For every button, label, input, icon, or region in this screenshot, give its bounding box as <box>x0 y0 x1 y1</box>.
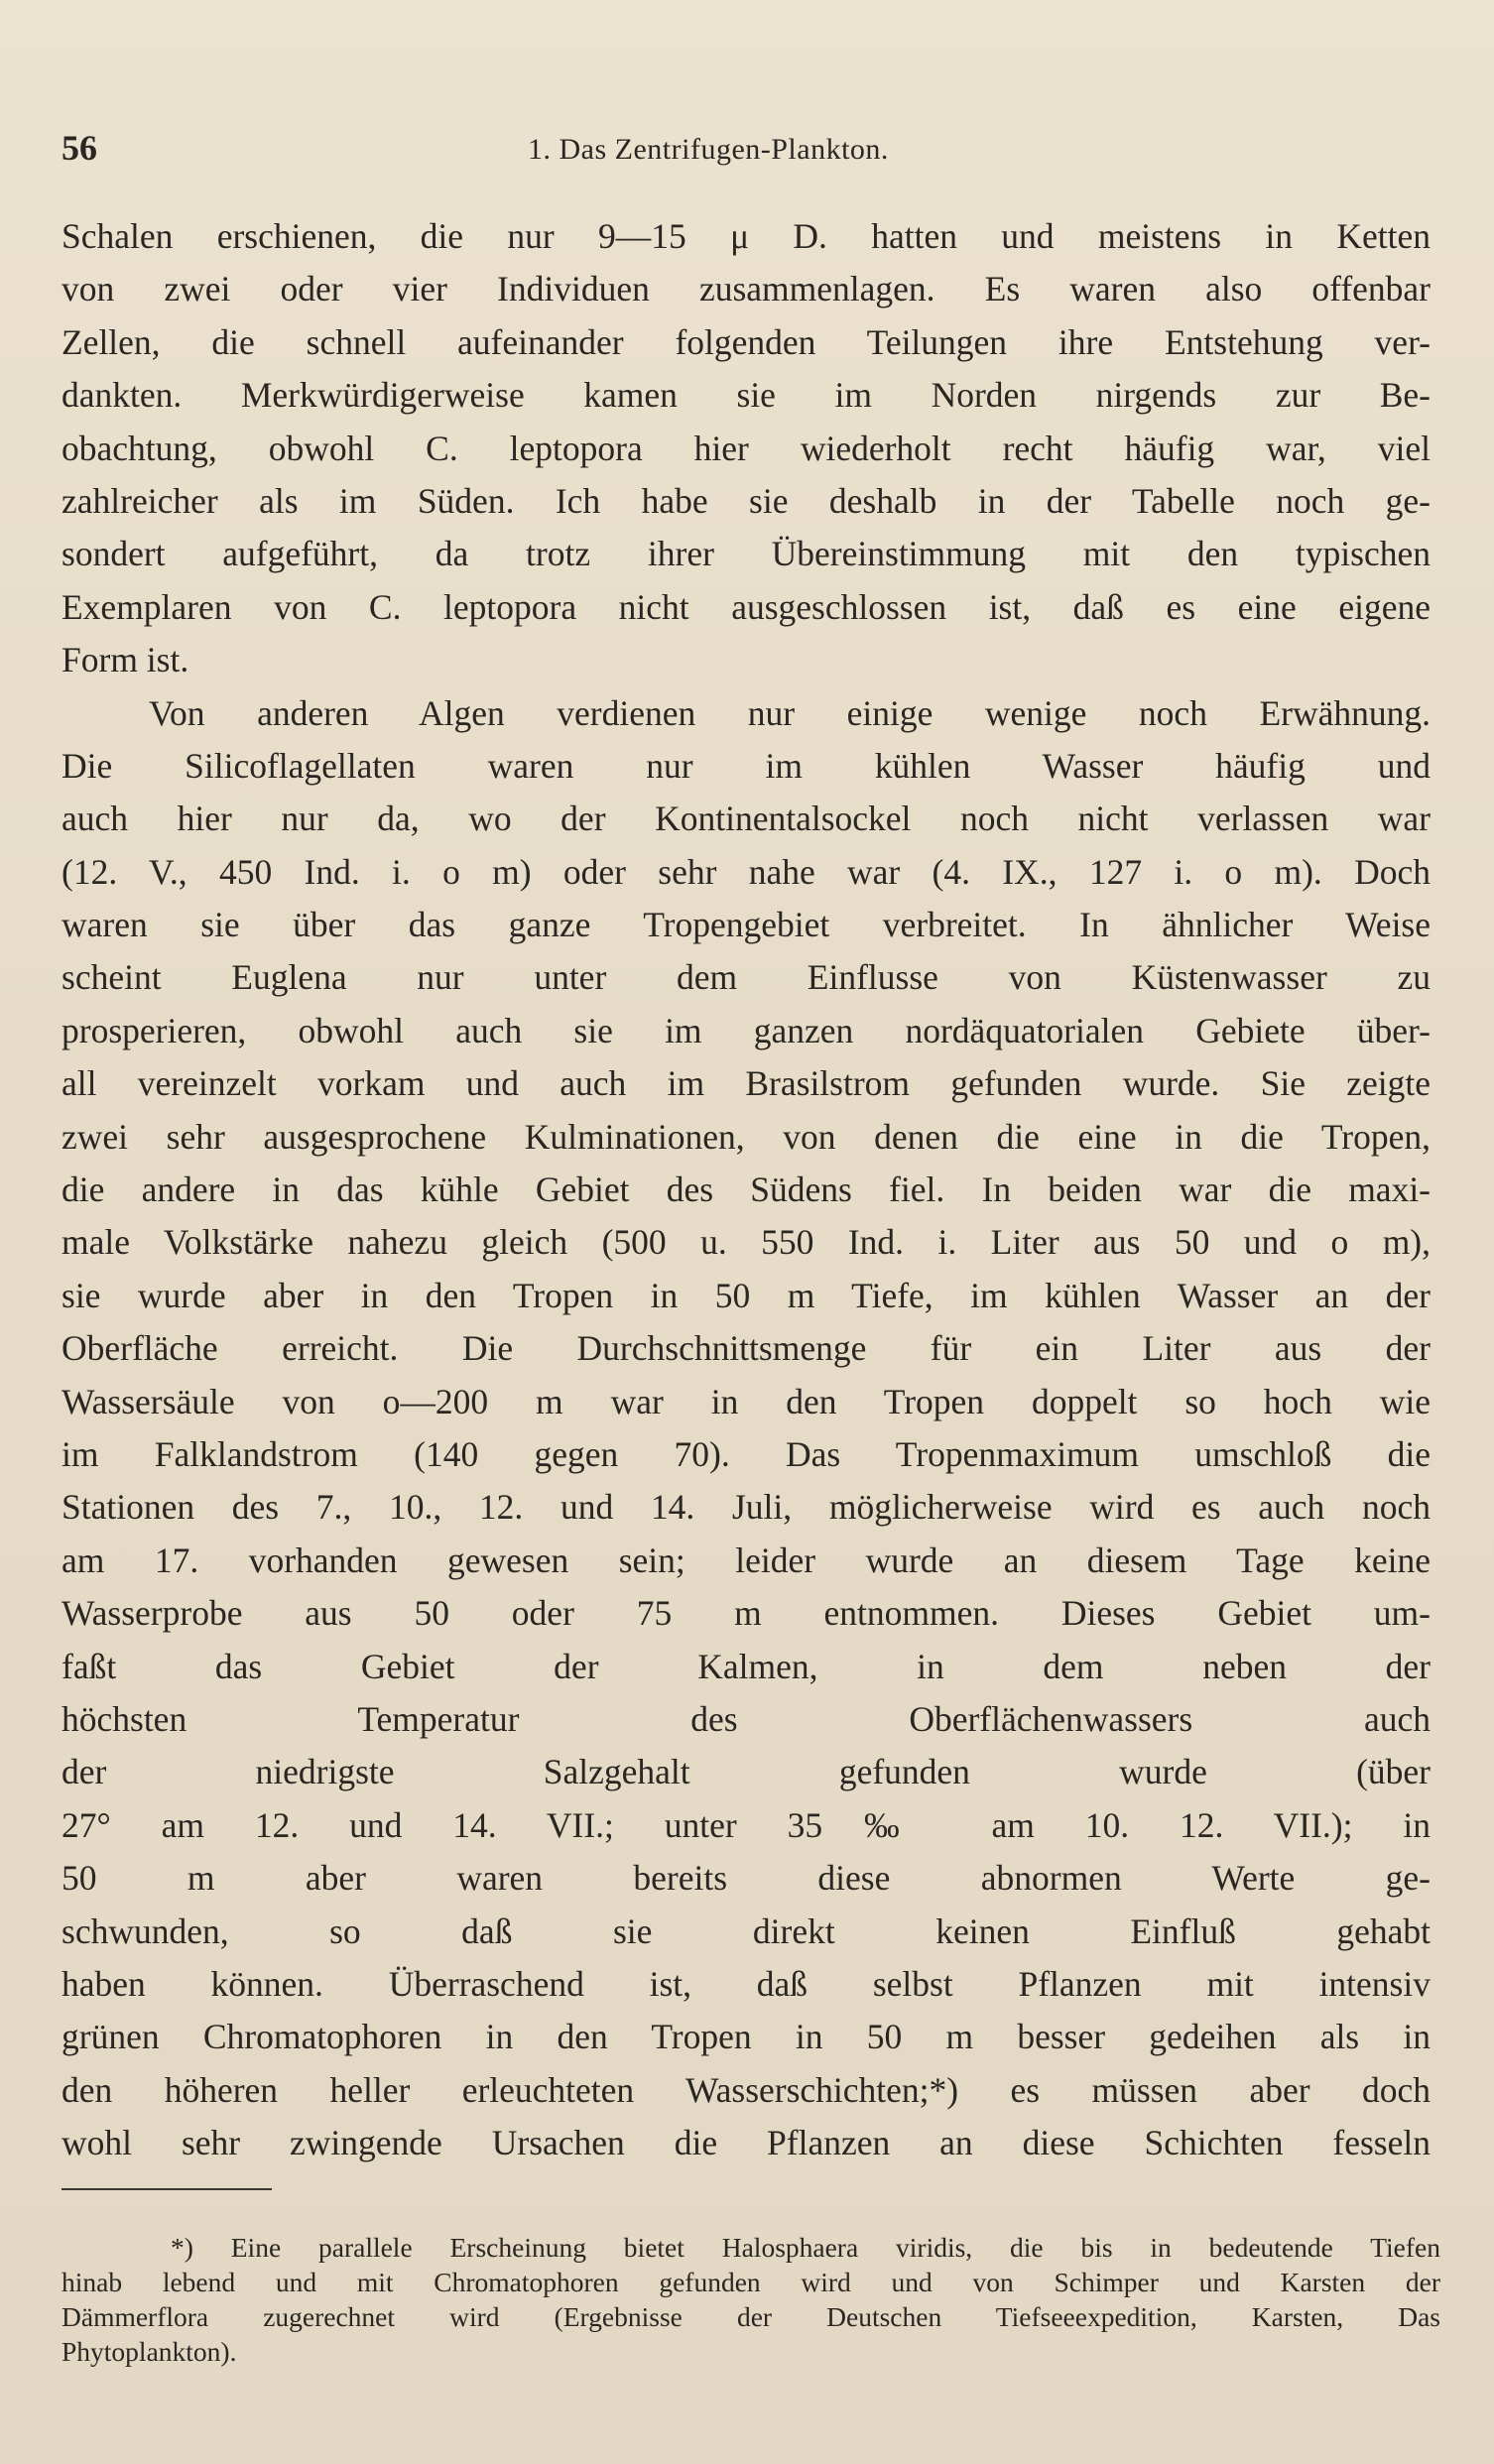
text-line: sondert aufgeführt, da trotz ihrer Übereinstimmung mit den typischen <box>62 534 1431 574</box>
text-line: sie wurde aber in den Tropen in 50 m Tiefe, im kühlen Wasser an der <box>62 1275 1431 1315</box>
footnote <box>62 2230 1440 2369</box>
text-line: obachtung, obwohl C. leptopora hier wiederholt recht häufig war, viel <box>62 428 1431 468</box>
text-line: der niedrigste Salzgehalt gefunden wurde (über <box>62 1752 1431 1792</box>
text-line: Wassersäule von o—200 m war in den Tropen doppelt so hoch wie <box>62 1381 1431 1421</box>
footnote-line: Phytoplankton). <box>62 2336 237 2367</box>
footnote-line: hinab lebend und mit Chromatophoren gefunden wird und von Schimper und Karsten der <box>62 2267 1440 2297</box>
footnote-rule <box>62 2188 272 2190</box>
footnote-line: *) Eine parallele Erscheinung bietet Halosphaera viridis, die bis in bedeutende Tiefen <box>171 2232 1440 2263</box>
text-line: wohl sehr zwingende Ursachen die Pflanzen an diese Schichten fesseln <box>62 2123 1431 2163</box>
text-line: dankten. Merkwürdigerweise kamen sie im Norden nirgends zur Be- <box>62 375 1431 416</box>
text-line: schwunden, so daß sie direkt keinen Einfluß gehabt <box>62 1910 1431 1951</box>
text-line: faßt das Gebiet der Kalmen, in dem neben der <box>62 1646 1431 1686</box>
text-line: waren sie über das ganze Tropengebiet verbreitet. In ähnlicher Weise <box>62 905 1431 945</box>
text-line: Schalen erschienen, die nur 9—15 μ D. hatten und meistens in Ketten <box>62 216 1431 256</box>
text-line: höchsten Temperatur des Oberflächenwassers auch <box>62 1698 1431 1739</box>
text-line: scheint Euglena nur unter dem Einflusse von Küstenwasser zu <box>62 957 1431 998</box>
text-line: all vereinzelt vorkam und auch im Brasilstrom gefunden wurde. Sie zeigte <box>62 1063 1431 1104</box>
running-title: 1. Das Zentrifugen-Plankton. <box>528 133 889 166</box>
text-line: auch hier nur da, wo der Kontinentalsockel noch nicht verlassen war <box>62 799 1431 839</box>
text-line: 27° am 12. und 14. VII.; unter 35‰ am 10. 12. VII.); in <box>62 1804 1431 1845</box>
running-head <box>62 127 1440 177</box>
text-line: Form ist. <box>62 640 189 680</box>
text-line: den höheren heller erleuchteten Wasserschichten;*) es müssen aber doch <box>62 2069 1431 2110</box>
page-number: 56 <box>62 128 97 168</box>
text-line: grünen Chromatophoren in den Tropen in 50 m besser gedeihen als in <box>62 2017 1431 2057</box>
text-line: Oberfläche erreicht. Die Durchschnittsmenge für ein Liter aus der <box>62 1328 1431 1369</box>
text-line: zwei sehr ausgesprochene Kulminationen, von denen die eine in die Tropen, <box>62 1116 1431 1157</box>
text-line: zahlreicher als im Süden. Ich habe sie deshalb in der Tabelle noch ge- <box>62 480 1431 521</box>
text-line: im Falklandstrom (140 gegen 70). Das Tropenmaximum umschloß die <box>62 1433 1431 1474</box>
text-line: am 17. vorhanden gewesen sein; leider wurde an diesem Tage keine <box>62 1540 1431 1580</box>
text-line: Wasserprobe aus 50 oder 75 m entnommen. Dieses Gebiet um- <box>62 1593 1431 1634</box>
footnote-line: Dämmerflora zugerechnet wird (Ergebnisse der Deutschen Tiefseeexpedition, Karsten, Das <box>62 2301 1440 2332</box>
text-line: Exemplaren von C. leptopora nicht ausgeschlossen ist, daß es eine eigene <box>62 586 1431 627</box>
text-line: Zellen, die schnell aufeinander folgenden Teilungen ihre Entstehung ver- <box>62 321 1431 362</box>
text-line: male Volkstärke nahezu gleich (500 u. 550 Ind. i. Liter aus 50 und o m), <box>62 1222 1431 1263</box>
text-line: Stationen des 7., 10., 12. und 14. Juli, möglicherweise wird es auch noch <box>62 1487 1431 1528</box>
text-line: 50 m aber waren bereits diese abnormen Werte ge- <box>62 1858 1431 1899</box>
text-line: haben können. Überraschend ist, daß selbst Pflanzen mit intensiv <box>62 1963 1431 2004</box>
text-line: (12. V., 450 Ind. i. o m) oder sehr nahe war (4. IX., 127 i. o m). Doch <box>62 851 1431 892</box>
text-line: die andere in das kühle Gebiet des Südens fiel. In beiden war die maxi- <box>62 1170 1431 1210</box>
body-text <box>62 210 1431 2169</box>
text-line: Die Silicoflagellaten waren nur im kühlen Wasser häufig und <box>62 745 1431 786</box>
text-line: prosperieren, obwohl auch sie im ganzen nordäquatorialen Gebiete über- <box>62 1010 1431 1050</box>
paragraph-start-line: Von anderen Algen verdienen nur einige wenige noch Erwähnung. <box>149 692 1431 733</box>
text-line: von zwei oder vier Individuen zusammenlagen. Es waren also offenbar <box>62 269 1431 309</box>
